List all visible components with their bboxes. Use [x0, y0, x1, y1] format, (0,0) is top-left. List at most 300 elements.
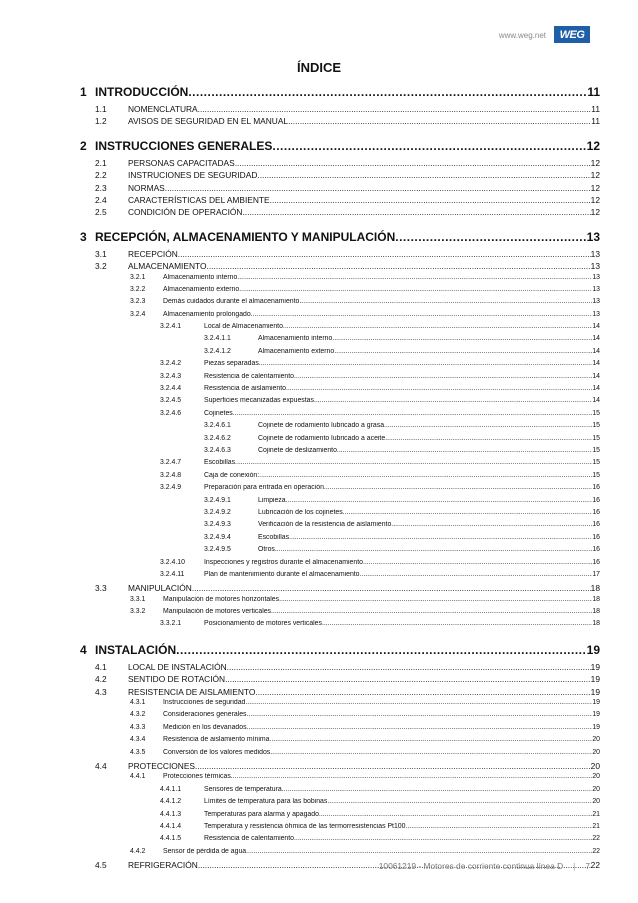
toc-dot-leader — [324, 484, 592, 491]
toc-dot-leader — [235, 158, 591, 168]
toc-entry-number: 2.3 — [95, 182, 107, 193]
toc-dot-leader — [165, 183, 591, 193]
toc-entry-label: Cojinetes — [204, 409, 233, 417]
toc-entry[interactable] — [80, 559, 600, 571]
toc-entry[interactable] — [80, 261, 600, 273]
toc-entry-number: 4.4.1 — [130, 773, 146, 781]
toc-entry[interactable] — [80, 183, 600, 195]
toc-dot-leader — [360, 571, 593, 578]
toc-entry-label: Sensor de pérdida de agua — [163, 847, 247, 855]
toc-dot-leader — [332, 335, 592, 342]
toc-entry-label: INSTRUCIONES DE SEGURIDAD — [128, 170, 258, 181]
toc-entry[interactable] — [80, 643, 600, 662]
toc-entry-number: 3.2.4.3 — [160, 372, 182, 380]
toc-entry-page: 20 — [592, 773, 600, 781]
toc-entry-page: 14 — [592, 323, 600, 331]
toc-entry-number: 4.4.1.2 — [160, 798, 182, 806]
toc-entry-number: 3.2.4.5 — [160, 397, 182, 405]
toc-entry[interactable] — [80, 170, 600, 182]
toc-entry[interactable] — [80, 571, 600, 583]
toc-entry[interactable] — [80, 687, 600, 699]
toc-entry-number: 4.3.4 — [130, 736, 146, 744]
toc-dot-leader — [275, 546, 592, 553]
toc-dot-leader — [225, 674, 591, 684]
toc-entry-number: 3.2.1 — [130, 273, 146, 281]
toc-entry-label: RECEPCIÓN, ALMACENAMIENTO Y MANIPULACIÓN — [95, 229, 396, 244]
toc-entry-number: 3.3.2.1 — [160, 620, 182, 628]
toc-entry-label: CARACTERÍSTICAS DEL AMBIENTE — [128, 194, 270, 205]
toc-dot-leader — [270, 749, 592, 756]
toc-dot-leader — [405, 823, 592, 830]
toc-entry[interactable] — [80, 311, 600, 323]
toc-entry[interactable] — [80, 674, 600, 686]
toc-entry[interactable] — [80, 249, 600, 261]
toc-entry-label: Superficies mecanizadas expuestas — [204, 397, 314, 405]
toc-entry-number: 4.3.5 — [130, 748, 146, 756]
toc-entry-page: 13 — [590, 261, 600, 272]
toc-dot-leader — [322, 620, 592, 627]
toc-dot-leader — [239, 286, 592, 293]
toc-entry-page: 11 — [591, 104, 600, 114]
toc-dot-leader — [251, 311, 593, 318]
toc-entry-label: INTRODUCCIÓN — [95, 85, 189, 99]
toc-dot-leader — [294, 373, 592, 380]
toc-entry[interactable] — [80, 373, 600, 385]
toc-entry-page: 16 — [592, 558, 600, 566]
toc-entry-page: 12 — [590, 170, 600, 181]
toc-entry-page: 22 — [590, 860, 600, 871]
toc-entry-number: 4.5 — [95, 860, 107, 871]
toc-dot-leader — [294, 835, 592, 842]
toc-entry-number: 3.3.1 — [130, 595, 146, 603]
toc-entry[interactable] — [80, 435, 600, 447]
toc-entry-label: Almacenamiento interno — [258, 335, 333, 343]
toc-entry-label: Límites de temperatura para las bobinas — [204, 798, 328, 806]
toc-dot-leader — [319, 811, 592, 818]
toc-dot-leader — [343, 509, 593, 516]
toc-entry-page: 14 — [592, 385, 600, 393]
toc-entry[interactable] — [80, 811, 600, 823]
toc-entry-label: Cojinete de rodamiento lubricado a grasa — [258, 422, 385, 430]
toc-entry[interactable] — [80, 472, 600, 484]
toc-dot-leader — [363, 559, 592, 566]
toc-entry-number: 3.2.4.6.3 — [204, 446, 231, 454]
toc-entry[interactable] — [80, 286, 600, 298]
toc-entry-page: 16 — [592, 546, 600, 554]
toc-entry-number: 4.4.2 — [130, 847, 146, 855]
toc-entry[interactable] — [80, 385, 600, 397]
toc-entry[interactable] — [80, 662, 600, 674]
toc-dot-leader — [327, 798, 592, 805]
toc-dot-leader — [192, 583, 591, 593]
toc-entry-label: Verificación de la resistencia de aislamiento — [258, 521, 392, 529]
toc-entry-page: 16 — [592, 484, 600, 492]
toc-entry-page: 15 — [592, 434, 600, 442]
toc-entry[interactable] — [80, 497, 600, 509]
toc-entry-number: 3.3.2 — [130, 608, 146, 616]
toc-entry-label: Plan de mantenimiento durante el almacenamiento — [204, 570, 360, 578]
toc-entry[interactable] — [80, 274, 600, 286]
toc-entry[interactable] — [80, 699, 600, 711]
logo-text: WEG — [559, 28, 585, 41]
toc-dot-leader — [188, 85, 587, 99]
toc-entry[interactable] — [80, 410, 600, 422]
toc-entry-page: 16 — [592, 496, 600, 504]
toc-dot-leader — [259, 472, 592, 479]
toc-dot-leader — [271, 608, 592, 615]
toc-dot-leader — [269, 736, 592, 743]
toc-entry-label: Instrucciones de seguridad — [163, 699, 246, 707]
toc-entry-label: ALMACENAMIENTO — [128, 261, 207, 272]
toc-entry-label: Caja de conexión: — [204, 471, 260, 479]
toc-dot-leader — [272, 139, 586, 153]
toc-entry[interactable] — [80, 397, 600, 409]
toc-entry-number: 2.2 — [95, 170, 107, 181]
toc-entry-label: Temperaturas para alarma y apagado — [204, 810, 319, 818]
toc-entry-page: 18 — [590, 583, 600, 594]
toc-entry-page: 14 — [592, 360, 600, 368]
toc-entry[interactable] — [80, 298, 600, 310]
toc-entry-label: Escobillas — [204, 459, 236, 467]
toc-entry-page: 15 — [592, 459, 600, 467]
toc-dot-leader — [246, 848, 592, 855]
toc-entry-label: Almacenamiento interno — [163, 273, 238, 281]
toc-dot-leader — [178, 249, 591, 259]
toc-entry[interactable] — [80, 534, 600, 546]
toc-entry-label: RESISTENCIA DE AISLAMIENTO — [128, 686, 256, 697]
toc-entry-label: NORMAS — [128, 182, 165, 193]
toc-entry[interactable] — [80, 823, 600, 835]
toc-entry-number: 4.3 — [95, 686, 107, 697]
toc-entry-number: 3.2.4.9.3 — [204, 521, 231, 529]
toc-entry-page: 14 — [592, 347, 600, 355]
toc-entry[interactable] — [80, 207, 600, 219]
toc-dot-leader — [270, 195, 591, 205]
toc-entry-page: 14 — [592, 397, 600, 405]
toc-entry[interactable] — [80, 521, 600, 533]
toc-entry-label: Sensores de temperatura — [204, 785, 282, 793]
toc-dot-leader — [247, 711, 593, 718]
toc-entry-page: 16 — [592, 521, 600, 529]
toc-entry[interactable] — [80, 608, 600, 620]
page-footer — [379, 861, 590, 871]
toc-entry[interactable] — [80, 596, 600, 608]
toc-entry-number: 1 — [80, 85, 87, 99]
toc-entry-number: 3.2.4.6.1 — [204, 422, 231, 430]
toc-entry-label: INSTRUCCIONES GENERALES — [95, 138, 273, 153]
toc-entry[interactable] — [80, 139, 600, 158]
toc-entry-page: 18 — [592, 608, 600, 616]
toc-entry-number: 3.2.4.2 — [160, 360, 182, 368]
toc-entry[interactable] — [80, 509, 600, 521]
toc-entry-label: Protecciones térmicas — [163, 773, 231, 781]
toc-entry-number: 4.4.1.4 — [160, 822, 182, 830]
toc-entry-label: Medición en los devanados — [163, 723, 247, 731]
toc-entry[interactable] — [80, 773, 600, 785]
toc-entry[interactable] — [80, 85, 600, 104]
toc-entry-page: 13 — [592, 298, 600, 306]
toc-entry-page: 12 — [586, 138, 600, 153]
toc-entry[interactable] — [80, 835, 600, 847]
toc-entry-page: 19 — [586, 642, 600, 657]
toc-dot-leader — [176, 643, 587, 657]
toc-entry-label: PERSONAS CAPACITADAS — [128, 157, 235, 168]
toc-dot-leader — [195, 761, 591, 771]
toc-entry-label: Piezas separadas — [204, 360, 259, 368]
toc-entry-page: 19 — [592, 711, 600, 719]
toc-entry[interactable] — [80, 422, 600, 434]
toc-entry-label: Resistencia de aislamiento — [204, 385, 286, 393]
toc-entry[interactable] — [80, 798, 600, 810]
toc-dot-leader — [259, 360, 593, 367]
toc-entry-label: Demás cuidados durante el almacenamiento — [163, 298, 300, 306]
toc-dot-leader — [283, 323, 592, 330]
toc-dot-leader — [385, 435, 592, 442]
toc-entry-label: PROTECCIONES — [128, 760, 196, 771]
toc-entry-label: Cojinete de deslizamiento — [258, 446, 337, 454]
toc-entry-label: Cojinete de rodamiento lubricado a aceite — [258, 434, 386, 442]
toc-dot-leader — [235, 459, 592, 466]
toc-entry-number: 4.4 — [95, 760, 107, 771]
toc-entry-label: Inspecciones y registros durante el almacenamiento — [204, 558, 363, 566]
toc-dot-leader — [231, 773, 593, 780]
toc-entry-label: SENTIDO DE ROTACIÓN — [128, 674, 226, 685]
toc-entry-label: Almacenamiento externo — [258, 347, 335, 355]
toc-entry-page: 11 — [587, 85, 600, 99]
toc-dot-leader — [198, 104, 592, 114]
toc-entry-label: Resistencia de calentamiento — [204, 372, 295, 380]
toc-entry-number: 2.5 — [95, 207, 107, 218]
toc-entry-page: 21 — [592, 810, 600, 818]
toc-entry-page: 19 — [590, 661, 600, 672]
toc-entry[interactable] — [80, 360, 600, 372]
toc-entry-label: Limpieza — [258, 496, 286, 504]
toc-entry-label: NOMENCLATURA — [128, 104, 198, 114]
toc-entry-label: Almacenamiento prolongado — [163, 310, 251, 318]
toc-entry-page: 15 — [592, 422, 600, 430]
toc-entry[interactable] — [80, 583, 600, 595]
toc-entry-page: 12 — [590, 157, 600, 168]
toc-entry-number: 3.2.4.6 — [160, 409, 182, 417]
toc-entry-page: 15 — [592, 471, 600, 479]
toc-entry-label: Escobillas — [258, 533, 290, 541]
toc-entry-number: 4.4.1.5 — [160, 835, 182, 843]
toc-entry-page: 19 — [590, 674, 600, 685]
toc-entry[interactable] — [80, 447, 600, 459]
toc-entry-number: 4.4.1.3 — [160, 810, 182, 818]
toc-entry[interactable] — [80, 323, 600, 335]
toc-entry-page: 12 — [590, 182, 600, 193]
toc-entry[interactable] — [80, 484, 600, 496]
toc-entry-label: AVISOS DE SEGURIDAD EN EL MANUAL — [128, 116, 289, 127]
toc-entry-number: 3.2.4.9.4 — [204, 533, 231, 541]
toc-entry-number: 3.2.4.1 — [160, 323, 182, 331]
toc-entry-number: 4.3.3 — [130, 723, 146, 731]
toc-entry-page: 15 — [592, 446, 600, 454]
toc-dot-leader — [282, 786, 593, 793]
toc-entry-page: 16 — [592, 533, 600, 541]
toc-entry-label: Manipulación de motores verticales — [163, 608, 272, 616]
toc-entry-number: 3.2.2 — [130, 285, 146, 293]
toc-entry-label: Posicionamiento de motores verticales — [204, 620, 322, 628]
toc-dot-leader — [242, 207, 590, 217]
toc-entry[interactable] — [80, 459, 600, 471]
toc-entry[interactable] — [80, 761, 600, 773]
toc-entry-page: 17 — [592, 570, 600, 578]
toc-entry-page: 18 — [592, 595, 600, 603]
toc-entry-number: 3.2.4 — [130, 310, 146, 318]
toc-entry-label: Local de Almacenamiento — [204, 323, 283, 331]
toc-entry-number: 2.1 — [95, 157, 107, 168]
toc-entry-number: 3.2 — [95, 261, 107, 272]
toc-dot-leader — [334, 348, 592, 355]
toc-entry-page: 13 — [586, 229, 600, 244]
toc-entry-page: 20 — [592, 798, 600, 806]
toc-entry-label: MANIPULACIÓN — [128, 583, 192, 594]
toc-entry-number: 3.2.4.1.1 — [204, 335, 231, 343]
toc-entry-number: 3.3 — [95, 583, 107, 594]
toc-dot-leader — [384, 422, 592, 429]
toc-entry[interactable] — [80, 104, 600, 116]
toc-entry-number: 4 — [80, 642, 87, 657]
toc-entry-label: Resistencia de aislamiento mínima — [163, 736, 270, 744]
toc-entry-label: Otros — [258, 546, 275, 554]
toc-entry-label: Conversión de los valores medidos — [163, 748, 271, 756]
toc-dot-leader — [255, 687, 590, 697]
toc-entry[interactable] — [80, 116, 600, 128]
toc-entry-number: 3.2.4.7 — [160, 459, 182, 467]
toc-entry-number: 3.2.4.9 — [160, 484, 182, 492]
toc-entry-page: 20 — [590, 760, 600, 771]
toc-dot-leader — [233, 410, 593, 417]
toc-entry-number: 1.1 — [95, 104, 107, 114]
toc-entry-page: 12 — [590, 207, 600, 218]
toc-entry-label: RECEPCIÓN — [128, 248, 178, 259]
toc-entry-page: 13 — [592, 273, 600, 281]
toc-entry-number: 4.4.1.1 — [160, 785, 182, 793]
toc-entry[interactable] — [80, 749, 600, 761]
toc-entry-number: 2.4 — [95, 194, 107, 205]
toc-dot-leader — [299, 298, 592, 305]
toc-dot-leader — [288, 116, 591, 126]
toc-entry-page: 11 — [591, 116, 600, 127]
toc-entry-page: 20 — [592, 748, 600, 756]
toc-entry-number: 4.3.2 — [130, 711, 146, 719]
toc-dot-leader — [286, 385, 592, 392]
toc-entry[interactable] — [80, 711, 600, 723]
toc-dot-leader — [247, 724, 593, 731]
toc-entry-number: 3 — [80, 229, 87, 244]
toc-entry-number: 3.1 — [95, 248, 107, 259]
toc-dot-leader — [337, 447, 592, 454]
toc-dot-leader — [289, 534, 592, 541]
toc-entry-page: 22 — [592, 847, 600, 855]
toc-entry-number: 4.2 — [95, 674, 107, 685]
toc-entry-number: 3.2.4.4 — [160, 385, 182, 393]
toc-entry-label: Lubricación de los cojinetes — [258, 508, 343, 516]
toc-entry-page: 13 — [590, 248, 600, 259]
toc-entry[interactable] — [80, 736, 600, 748]
toc-entry-number: 3.2.4.9.1 — [204, 496, 231, 504]
toc-entry-page: 22 — [592, 835, 600, 843]
toc-entry-number: 4.1 — [95, 661, 107, 672]
toc-dot-leader — [245, 699, 592, 706]
toc-entry-label: Preparación para entrada en operación — [204, 484, 324, 492]
toc-entry[interactable] — [80, 620, 600, 632]
toc-dot-leader — [391, 521, 592, 528]
toc-entry-page: 15 — [592, 409, 600, 417]
footer-separator: | — [573, 861, 576, 871]
toc-entry-page: 20 — [592, 785, 600, 793]
toc-dot-leader — [207, 261, 591, 271]
toc-entry-label: Resistencia de calentamiento — [204, 835, 295, 843]
footer-page-number: 7 — [585, 861, 590, 871]
site-url[interactable]: www.weg.net — [498, 31, 546, 40]
toc-entry-label: REFRIGERACIÓN — [128, 860, 198, 871]
toc-entry-page: 14 — [592, 372, 600, 380]
toc-entry-page: 19 — [590, 686, 600, 697]
toc-dot-leader — [257, 170, 590, 180]
toc-entry-number: 3.2.4.11 — [160, 570, 185, 578]
toc-entry-page: 21 — [592, 822, 600, 830]
toc-entry-number: 2 — [80, 138, 87, 153]
toc-entry-number: 3.2.4.9.5 — [204, 546, 231, 554]
toc-entry-label: Consideraciones generales — [163, 711, 247, 719]
toc-entry[interactable] — [80, 348, 600, 360]
toc-entry-label: CONDICIÓN DE OPERACIÓN — [128, 207, 243, 218]
toc-entry[interactable] — [80, 195, 600, 207]
toc-entry-page: 16 — [592, 508, 600, 516]
table-of-contents — [80, 85, 600, 872]
toc-entry-number: 3.2.4.9.2 — [204, 508, 231, 516]
toc-entry-label: Manipulación de motores horizontales — [163, 595, 280, 603]
toc-entry[interactable] — [80, 546, 600, 558]
page-title: ÍNDICE — [296, 60, 342, 75]
footer-document-title: 10061219 - Motores de corriente continua línea D — [378, 861, 564, 871]
toc-entry-page: 19 — [592, 699, 600, 707]
toc-entry[interactable] — [80, 335, 600, 347]
toc-dot-leader — [395, 230, 586, 244]
toc-entry-label: Temperatura y resistencia óhmica de las termorresistencias Pt100 — [204, 822, 406, 830]
toc-entry-page: 19 — [592, 723, 600, 731]
toc-dot-leader — [286, 497, 593, 504]
toc-entry-label: INSTALACIÓN — [95, 642, 177, 657]
toc-entry-number: 3.2.3 — [130, 298, 146, 306]
toc-entry[interactable] — [80, 230, 600, 249]
toc-entry-page: 20 — [592, 736, 600, 744]
toc-entry-number: 4.3.1 — [130, 699, 146, 707]
toc-entry-number: 1.2 — [95, 116, 107, 127]
toc-dot-leader — [237, 274, 592, 281]
toc-entry-label: Almacenamiento externo — [163, 285, 240, 293]
toc-entry[interactable] — [80, 158, 600, 170]
toc-entry-number: 3.2.4.8 — [160, 471, 182, 479]
toc-entry-number: 3.2.4.1.2 — [204, 347, 231, 355]
weg-logo — [554, 26, 590, 43]
toc-entry-label: LOCAL DE INSTALACIÓN — [128, 661, 227, 672]
toc-entry-page: 13 — [592, 285, 600, 293]
toc-entry-page: 18 — [592, 620, 600, 628]
toc-entry[interactable] — [80, 848, 600, 860]
toc-dot-leader — [279, 596, 592, 603]
toc-entry[interactable] — [80, 724, 600, 736]
toc-entry-page: 13 — [592, 310, 600, 318]
toc-dot-leader — [227, 662, 591, 672]
toc-entry-number: 3.2.4.10 — [160, 558, 185, 566]
toc-entry[interactable] — [80, 786, 600, 798]
toc-entry-number: 3.2.4.6.2 — [204, 434, 231, 442]
toc-dot-leader — [314, 397, 592, 404]
